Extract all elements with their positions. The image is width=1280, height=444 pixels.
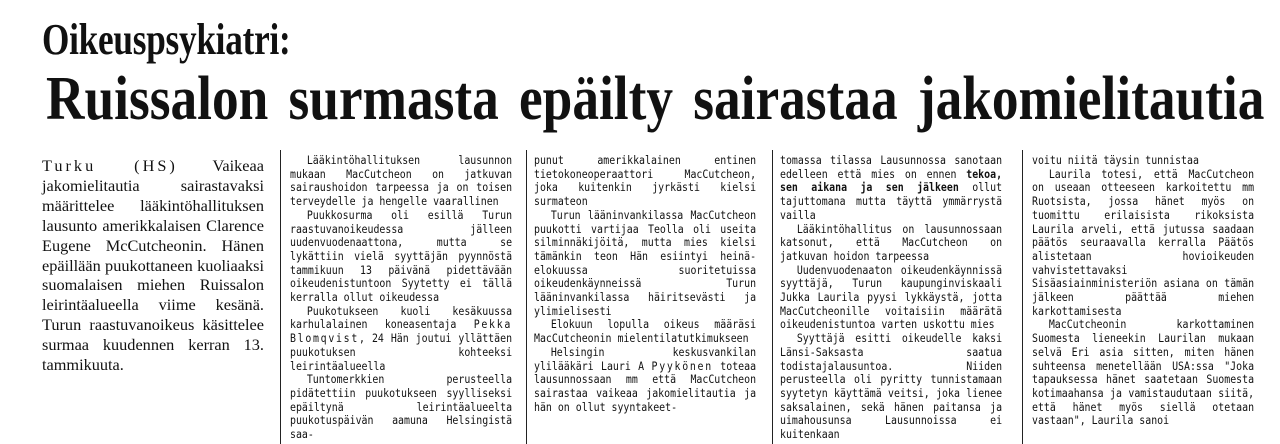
paragraph (534, 346, 756, 415)
paragraph-text: ollut tajuttomana mutta täyttä ymmärrystä vailla (780, 180, 1002, 222)
body-column-3 (780, 154, 1002, 444)
paragraph (290, 305, 512, 374)
paragraph: Tuntomerkkien perusteella pidätettiin puukotukseen syylliseksi epäiltynä leirintäalueelta puukotuspäivän aamuna Helsingistä saa- (290, 372, 512, 442)
lead-dateline: Turku (HS) (42, 156, 178, 175)
column-rule (280, 150, 281, 444)
paragraph-text: , 24 Hän joutui yllättäen puukotuksen kohteeksi leirintäalueella (290, 331, 512, 373)
article-headline: Ruissalon surmasta epäilty sairastaa jakomielitautia (46, 65, 1265, 133)
paragraph: Syyttäjä esitti oikeudelle kaksi Länsi-Saksasta saatua todistajalausuntoa. Niiden perusteella oli pyritty tunnistamaan syytetyn käyttämä veitsi, joka lienee saksalainen, sekä hänen paitansa ja uimahousunsa Lausunnoissa ei kuitenkaan (780, 331, 1002, 442)
paragraph (780, 154, 1002, 223)
emphasis-text: tekoa, sen aikana ja sen jälkeen (780, 166, 1002, 195)
paragraph: Turun lääninvankilassa MacCutcheon puukotti vartijaa Teolla oli useita silminnäkijöitä, mutta mies kielsi tämänkin teon Hän esiintyi heinä-elokuussa suoritetuissa oikeudenkäynneissä Turun lääninvankilassa häiritsevästi ja ylimielisesti (534, 207, 756, 318)
column-rule (772, 150, 773, 444)
column-rule (526, 150, 527, 444)
article-lead (42, 156, 264, 375)
paragraph: punut amerikkalainen entinen tietokoneoperaattori MacCutcheon, joka kuitenkin jyrkästi kielsi surmateon (534, 154, 756, 209)
article-kicker: Oikeuspsykiatri: (42, 15, 291, 64)
body-column-1 (290, 154, 512, 444)
paragraph: Uudenvuodenaaton oikeudenkäynnissä syyttäjä, Turun kaupunginviskaali Jukka Laurila pyysi lykkäystä, jotta MacCutcheonille voitaisiin määrätä oikeudenistuntoa varten uskottu mies (780, 262, 1002, 332)
paragraph-text: Puukotukseen kuoli kesäkuussa karhulalainen koneasentaja (290, 303, 512, 332)
paragraph: voitu niitä täysin tunnistaa (1032, 154, 1199, 167)
column-rule (1022, 150, 1023, 444)
paragraph-text: tomassa tilassa Lausunnossa sanotaan edelleen että mies on ennen (780, 154, 1002, 181)
lead-text: Vaikeaa jakomielitautia sairastavaksi määrittelee lääkintöhallituksen lausunto amerikkalaisen Clarence Eugene McCutcheonin. Hänen epäillään puukottaneen kuoliaaksi suomalaisen miehen Ruissalon leirintäalueella viime kesänä. Turun raastuvanoikeus käsittelee surmaa kuudennen kerran 13. tammikuuta. (42, 156, 264, 375)
paragraph: Lääkintöhallitus on lausunnossaan katsonut, että MacCutcheon on jatkuvan hoidon tarpeessa (780, 221, 1002, 263)
paragraph-text: Helsingin keskusvankilan ylilääkäri Lauri A (534, 344, 756, 373)
body-column-2 (534, 154, 756, 444)
paragraph-text: toteaa lausunnossaan mm että MacCutcheon sairastaa vaikeaa jakomielitautia ja hän on ollut syyntakeet- (534, 358, 756, 414)
paragraph: Laurila totesi, että MacCutcheon on useaan otteeseen karkoitettu mm Ruotsista, jossa hänet myös on tuomittu erilaisista rikoksista Laurila arveli, että jutussa saadaan päätös seuraavalla kerralla Päätös alistetaan hovioikeuden vahvistettavaksi Sisäasiainministeriön asiana on tämän jälkeen päättää miehen karkottamisesta (1032, 166, 1254, 318)
paragraph: Elokuun lopulla oikeus määräsi MacCutcheonin mielentilatutkimukseen (534, 317, 756, 346)
person-name: Pyykönen (651, 358, 713, 373)
person-name: Pekka Blomqvist (290, 317, 512, 346)
paragraph: Puukkosurma oli esillä Turun raastuvanoikeudessa jälleen uudenvuodenaattona, mutta se lykättiin vielä syyttäjän pyynnöstä tammikuun 13 päivänä pidettävään oikeudenistuntoon Syytetty ei tällä kerralla ollut oikeudessa (290, 207, 512, 305)
body-column-4 (1032, 154, 1254, 444)
paragraph: MacCutcheonin karkottaminen Suomesta lieneekin Laurilan mukaan selvä Eri asia sitten, miten hänen suhteensa menetellään USA:ssa "Joka tapauksessa hänet saatetaan Suomesta kotimaahansa ja vamistaudutaan siitä, että hänet myös siellä otetaan vastaan", Laurila sanoi (1032, 317, 1254, 428)
paragraph: Lääkintöhallituksen lausunnon mukaan MacCutcheon on jatkuvan sairaushoidon tarpeessa ja on toisen terveydelle ja hengelle vaarallinen (290, 154, 512, 209)
